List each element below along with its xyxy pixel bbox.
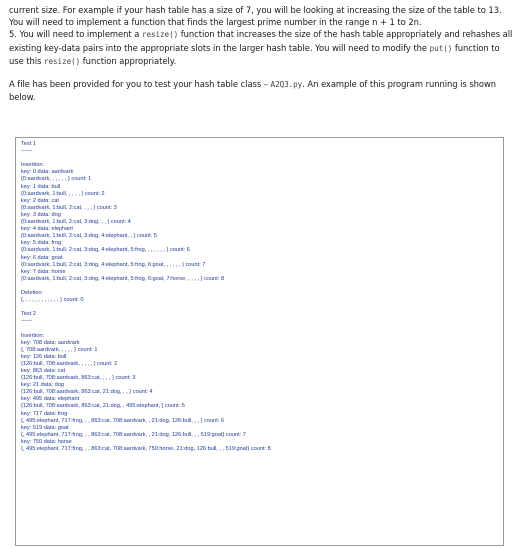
- paragraph-prime-size-text: current size. For example if your hash table has a size of 7, you will be looking at increasing the size of the table to 13. You will need to implement a function that finds the largest prime number in the range n + 1 to 2n.: [9, 5, 502, 28]
- paragraph-resize-text-d: function appropriately.: [80, 55, 177, 66]
- output-line: key: 21 data: dog: [21, 382, 64, 389]
- output-line: [21, 283, 498, 290]
- output-line: key: 6 data: goat: [21, 254, 63, 261]
- output-line: {126:bull, 708:aardvark, 863:cat, 21:dog, , 495:elephant, } count: 5: [21, 403, 185, 410]
- output-line: Insertion:: [21, 162, 45, 169]
- output-line: ------: [21, 318, 33, 325]
- output-line: key: 750 data: horse: [21, 438, 72, 445]
- output-line: {0:aardvark, 1:bull, 2:cat, 3:dog, 4:elephant, , } count: 5: [21, 233, 157, 240]
- output-line: {0:aardvark, 1:bull, 2:cat, 3:dog, , , } count: 4: [21, 219, 131, 226]
- paragraph-resize-text-c: function to use this: [9, 42, 500, 66]
- output-line: {126:bull, 708:aardvark, 863:cat, 21:dog, , , } count: 4: [21, 389, 153, 396]
- output-line: key: 7 data: horse: [21, 268, 66, 275]
- code-resize: resize(): [141, 30, 179, 40]
- output-line: {, 708:aardvark, , , , , } count: 1: [21, 346, 98, 353]
- output-line: key: 708 data: aardvark: [21, 339, 80, 346]
- output-line: [21, 325, 498, 332]
- output-line: {0:aardvark, 1:bull, 2:cat, , , , } count: 3: [21, 204, 117, 211]
- paragraph-resize: [0, 28, 523, 68]
- paragraph-prime-size: [0, 4, 523, 28]
- paragraph-resize-text-b: function that increases the size of the hash table appropriately and rehashes all existing key-data pairs into the appropriate slots in the larger hash table. You will need to modify the: [9, 29, 513, 53]
- output-line: key: 5 data: frog: [21, 240, 62, 247]
- output-line: key: 1 data: bull: [21, 183, 61, 190]
- paragraph-test-file: [0, 78, 523, 103]
- output-line: {126:bull, 708:aardvark, 863:cat, , , , } count: 3: [21, 375, 136, 382]
- output-line: {, 495:elephant, 717:frog, , , 863:cat, 708:aardvark, , 21:dog, 126:bull, , , 519:goat} count: 7: [21, 431, 246, 438]
- paragraph-test-file-text-b: . An example of this program running is shown below.: [9, 79, 497, 103]
- output-line: {0:aardvark, 1:bull, 2:cat, 3:dog, 4:elephant, 5:frog, 6:goat, , , , , , } count: 7: [21, 261, 206, 268]
- code-resize-2: resize(): [43, 56, 81, 66]
- output-line: key: 0 data: aardvark: [21, 169, 74, 176]
- output-line: [21, 304, 498, 311]
- output-line: {0:aardvark, 1:bull, 2:cat, 3:dog, 4:elephant, 5:frog, 6:goat, 7:horse, , , , , } count: 8: [21, 275, 225, 282]
- output-line: key: 863 data: cat: [21, 368, 66, 374]
- output-line: key: 126 data: bull: [21, 353, 67, 360]
- output-line: Insertion:: [21, 332, 45, 339]
- code-put: put(): [429, 43, 453, 53]
- code-test-filename: A2Q3.py: [270, 80, 303, 90]
- output-line: {0:aardvark, 1:bull, 2:cat, 3:dog, 4:elephant, 5:frog, , , , , , , } count: 6: [21, 247, 190, 254]
- program-output-box: [15, 137, 504, 546]
- document-page: [0, 0, 523, 103]
- output-line: Test 1: [21, 141, 36, 147]
- paragraph-resize-text-a: 5. You will need to implement a: [9, 29, 142, 40]
- output-line: {0:aardvark, , , , , , } count: 1: [21, 176, 92, 183]
- output-line: {0:aardvark, 1:bull, , , , , } count: 2: [21, 190, 105, 197]
- output-line: [21, 155, 498, 162]
- output-line: Test 2: [21, 311, 36, 318]
- output-line: key: 4 data: elephant: [21, 226, 73, 233]
- output-line: {, 495:elephant, 717:frog, , , 863:cat, 708:aardvark, , 21:dog, 126:bull, , , } count: 6: [21, 417, 225, 424]
- output-line: key: 3 data: dog: [21, 211, 61, 218]
- output-line: key: 2 data: cat: [21, 197, 59, 204]
- output-line: {126:bull, 708:aardvark, , , , , } count: 2: [21, 360, 118, 367]
- output-line: key: 717 data: frog: [21, 410, 68, 417]
- output-line: {, , , , , , , , , , , , } count: 0: [21, 297, 84, 304]
- output-line: ------: [21, 148, 33, 155]
- output-line: key: 495 data: elephant: [21, 396, 80, 403]
- output-line: key: 519 data: goat: [21, 424, 69, 431]
- output-line: Deletion:: [21, 289, 44, 296]
- output-line: {, 495:elephant, 717:frog, , , 863:cat, 708:aardvark, 750:horse, 21:dog, 126:bull, , , 519:goat} count: 8: [21, 446, 271, 453]
- paragraph-test-file-text-a: A file has been provided for you to test your hash table class –: [9, 79, 271, 90]
